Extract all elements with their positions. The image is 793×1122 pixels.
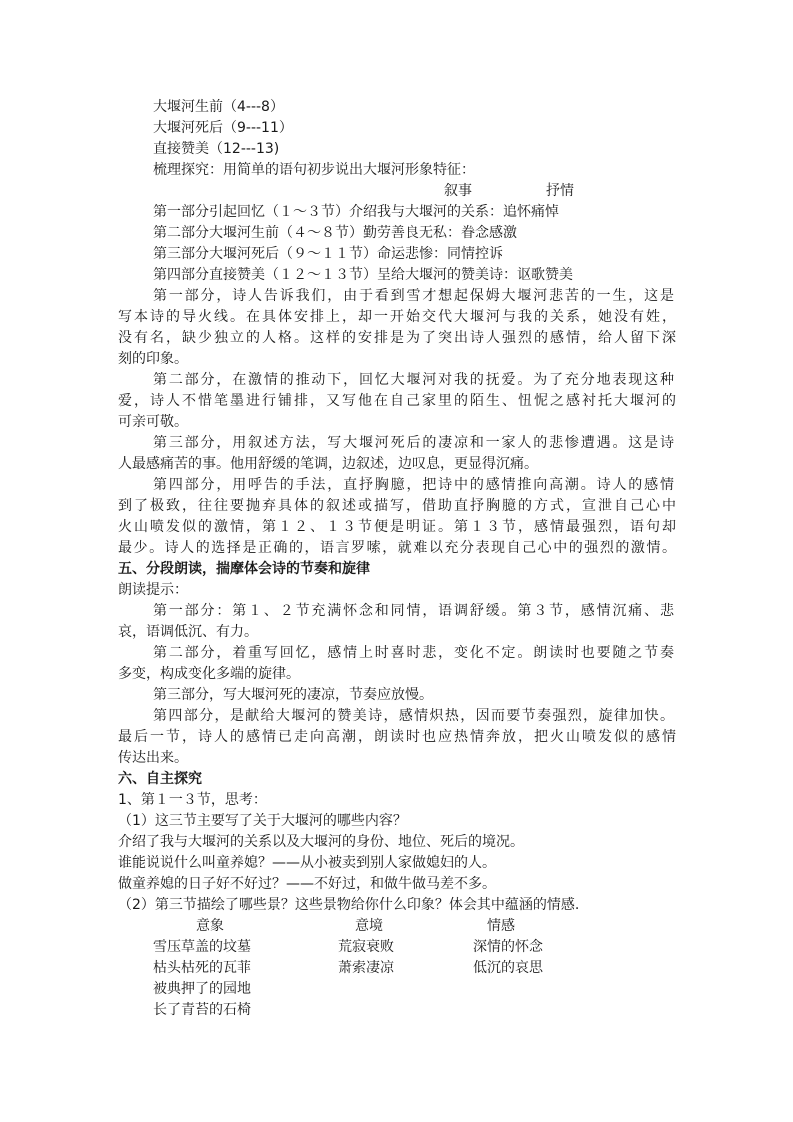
- text-line: 第三部分，写大堰河死的凄凉，节奏应放慢。: [153, 687, 433, 703]
- text-line: 火山喷发似的激情，第１２、１３节便是明证。第１３节，感情最强烈，语句却: [118, 519, 676, 535]
- text-line: 大堰河生前（4---8）: [153, 99, 284, 115]
- text-line: 直接赞美（12---13): [153, 141, 280, 157]
- text-line: 多变，构成变化多端的旋律。: [118, 666, 300, 682]
- text-line: 传达出来。: [118, 750, 188, 766]
- text-line: 人最感痛苦的事。他用舒缓的笔调，边叙述，边叹息，更显得沉痛。: [118, 456, 538, 472]
- text-line: 第一部分，诗人告诉我们，由于看到雪才想起保姆大堰河悲苦的一生，这是: [153, 288, 674, 304]
- text-line: 爱，诗人不惜笔墨进行铺排，又写他在自己家里的陌生、忸怩之感衬托大堰河的: [118, 393, 676, 409]
- section-heading: 六、自主探究: [118, 771, 202, 787]
- text-line: 没有名，缺少独立的人格。这样的安排是为了突出诗人强烈的感情，给人留下深: [118, 330, 676, 346]
- text-line: 第四部分，是献给大堰河的赞美诗，感情炽热，因而要节奏强烈，旋律加快。: [153, 708, 674, 724]
- text-line: 梳理探究：用简单的语句初步说出大堰河形象特征：: [153, 162, 475, 178]
- text-line: 1、第１一３节，思考：: [118, 792, 267, 808]
- table-header-emotion: 情感: [487, 918, 515, 934]
- text-line: 第二部分，在激情的推动下，回忆大堰河对我的抚爱。为了充分地表现这种: [153, 372, 674, 388]
- text-line: 第二部分，着重写回忆，感情上时喜时悲，变化不定。朗读时也要随之节奏: [153, 645, 674, 661]
- table-cell: 深情的怀念: [473, 939, 543, 955]
- table-cell: 雪压草盖的坟墓: [153, 939, 251, 955]
- text-line: 大堰河死后（9---11）: [153, 120, 293, 136]
- text-line: 做童养媳的日子好不好过？——不好过，和做牛做马差不多。: [118, 876, 496, 892]
- label-narrative: 叙事: [444, 183, 472, 199]
- table-cell: 长了青苔的石椅: [153, 1002, 251, 1018]
- text-line: 第二部分大堰河生前（４～８节）勤劳善良无私：眷念感激: [153, 225, 517, 241]
- table-cell: 低沉的哀思: [473, 960, 543, 976]
- text-line: 第四部分，用呼告的手法，直抒胸臆，把诗中的感情推向高潮。诗人的感情: [153, 477, 674, 493]
- text-line: 第四部分直接赞美（１２～１３节）呈给大堰河的赞美诗：讴歌赞美: [153, 267, 573, 283]
- text-line: 最后一节，诗人的感情已走向高潮，朗读时也应热情奔放，把火山喷发似的感情: [118, 729, 676, 745]
- section-heading: 五、分段朗读，揣摩体会诗的节奏和旋律: [118, 561, 370, 577]
- text-line: 到了极致，往往要抛弃具体的叙述或描写，借助直抒胸臆的方式，宣泄自己心中: [118, 498, 676, 514]
- text-line: 介绍了我与大堰河的关系以及大堰河的身份、地位、死后的境况。: [118, 834, 524, 850]
- table-cell: 被典押了的园地: [153, 981, 251, 997]
- table-cell: 荒寂衰败: [338, 939, 394, 955]
- table-cell: 枯头枯死的瓦菲: [153, 960, 251, 976]
- table-cell: 萧索凄凉: [338, 960, 394, 976]
- text-line: 可亲可敬。: [118, 414, 188, 430]
- text-line: （2）第三节描绘了哪些景？这些景物给你什么印象？体会其中蕴涵的情感.: [118, 897, 580, 913]
- label-lyrical: 抒情: [546, 183, 574, 199]
- text-line: 哀，语调低沉、有力。: [118, 624, 258, 640]
- table-header-mood: 意境: [355, 918, 383, 934]
- text-line: 谁能说说什么叫童养媳？——从小被卖到别人家做媳妇的人。: [118, 855, 496, 871]
- table-header-imagery: 意象: [196, 918, 224, 934]
- text-line: 写本诗的导火线。在具体安排上，却一开始交代大堰河与我的关系，她没有姓，: [118, 309, 676, 325]
- text-line: 第三部分大堰河死后（９～１１节）命运悲惨：同情控诉: [153, 246, 503, 262]
- text-line: 最少。诗人的选择是正确的，语言罗嗦，就难以充分表现自己心中的强烈的激情。: [118, 540, 676, 556]
- text-line: 朗读提示：: [118, 582, 188, 598]
- text-line: 第三部分，用叙述方法，写大堰河死后的凄凉和一家人的悲惨遭遇。这是诗: [153, 435, 674, 451]
- text-line: 第一部分：第１、２节充满怀念和同情，语调舒缓。第３节，感情沉痛、悲: [153, 603, 674, 619]
- text-line: （1）这三节主要写了关于大堰河的哪些内容？: [118, 813, 407, 829]
- text-line: 刻的印象。: [118, 351, 188, 367]
- text-line: 第一部分引起回忆（１～３节）介绍我与大堰河的关系：追怀痛悼: [153, 204, 559, 220]
